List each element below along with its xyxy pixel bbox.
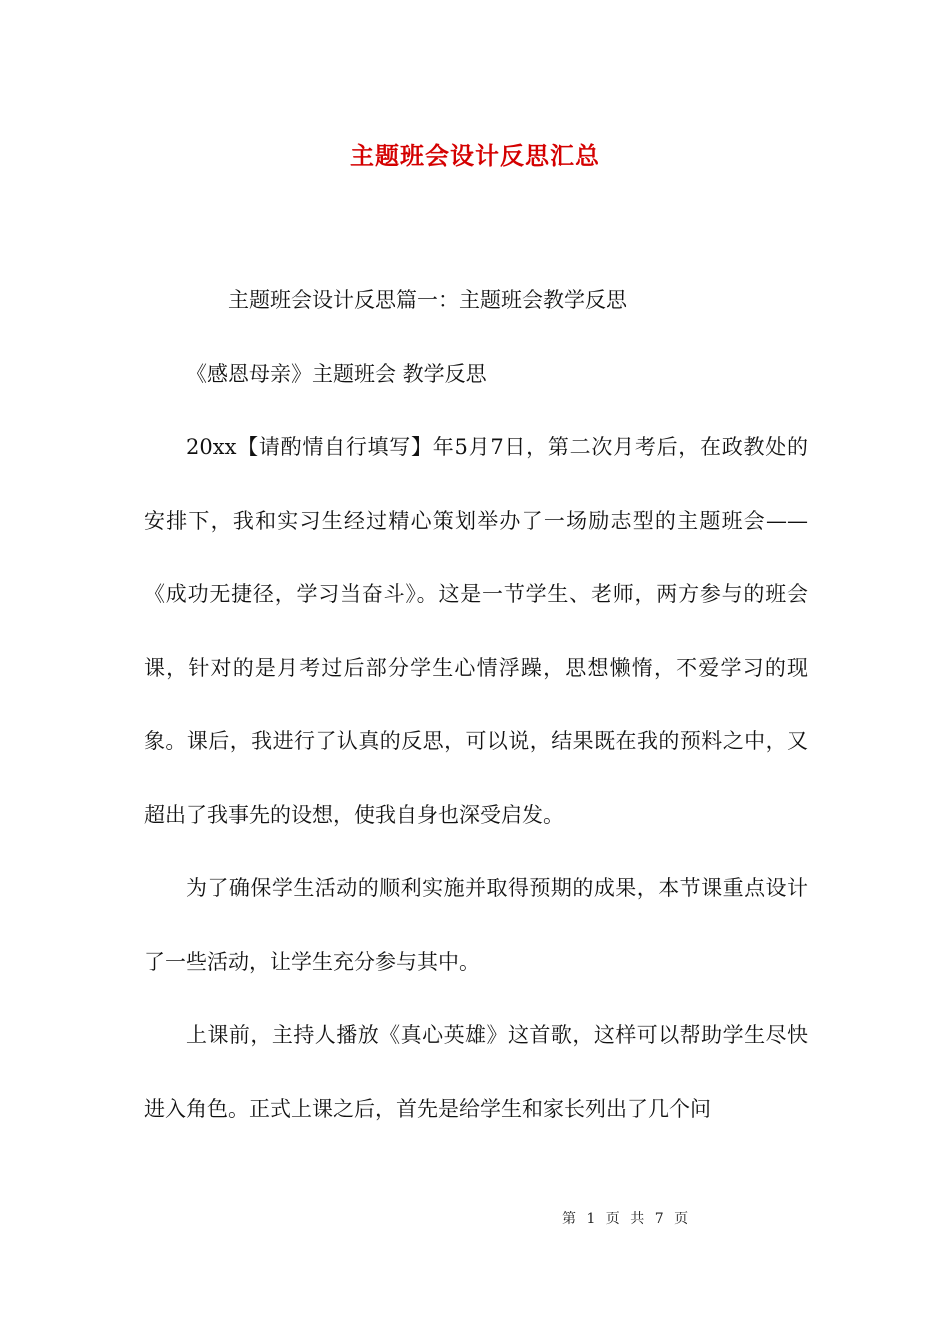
subsection-heading: 《感恩母亲》主题班会 教学反思 [186,361,487,386]
body-paragraph: 为了确保学生活动的顺利实施并取得预期的成果，本节课重点设计了一些活动，让学生充分参与其中。 [144,876,808,974]
body-paragraph: 20xx【请酌情自行填写】年5月7日，第二次月考后，在政教处的安排下，我和实习生经过精心策划举办了一场励志型的主题班会——《成功无捷径，学习当奋斗》。这是一节学生、老师，两方参与的班会课，针对的是月考过后部分学生心情浮躁，思想懒惰，不爱学习的现象。课后，我进行了认真的反思，可以说，结果既在我的预料之中，又超出了我事先的设想，使我自身也深受启发。 [144,435,808,827]
section-heading: 主题班会设计反思篇一：主题班会教学反思 [228,288,627,312]
body-paragraph: 上课前，主持人播放《真心英雄》这首歌，这样可以帮助学生尽快进入角色。正式上课之后，首先是给学生和家长列出了几个问 [144,1023,808,1121]
document-body [144,264,808,1146]
page-number: 第 1 页 共 7 页 [562,1211,692,1227]
document-title: 主题班会设计反思汇总 [350,141,600,170]
